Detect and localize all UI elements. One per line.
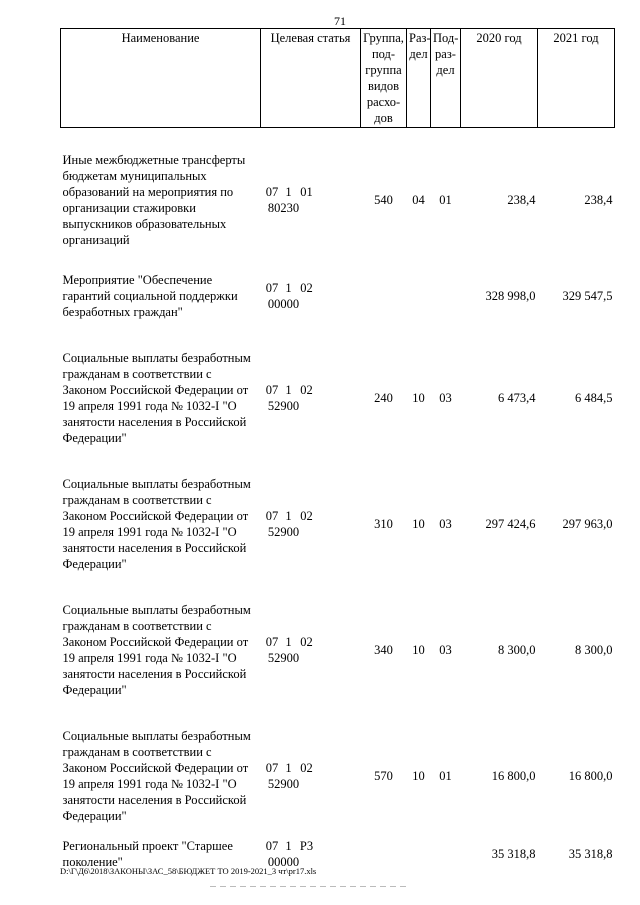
target-code-part: 01 bbox=[300, 185, 313, 199]
row-podrazdel: 03 bbox=[439, 517, 452, 531]
row-name: Иные межбюджетные трансферты бюджетам муниципальных образований на мероприятия по организации стажировки выпускников образовательных организаций bbox=[62, 153, 246, 247]
row-name: Социальные выплаты безработным гражданам в соответствии с Законом Российской Федерации от 19 апреля 1991 года № 1032-I "О занятости населения в Российской Федерации" bbox=[62, 729, 251, 823]
row-amount-2021: 8 300,0 bbox=[575, 643, 613, 657]
row-name: Региональный проект "Старшее поколение" bbox=[62, 839, 233, 869]
row-razdel bbox=[407, 834, 431, 874]
target-code-part: 1 bbox=[285, 635, 292, 649]
target-code-part: 1 bbox=[285, 185, 292, 199]
row-target-code bbox=[261, 268, 361, 324]
header-2021: 2021 год bbox=[538, 29, 615, 128]
row-target-code bbox=[261, 472, 361, 576]
row-razdel: 10 bbox=[412, 769, 425, 783]
target-code-part: 52900 bbox=[267, 651, 300, 665]
row-amount-2021: 16 800,0 bbox=[568, 769, 613, 783]
target-code-part: 52900 bbox=[267, 525, 300, 539]
row-target-code bbox=[261, 724, 361, 828]
row-target-code bbox=[261, 346, 361, 450]
row-amount-2020: 16 800,0 bbox=[491, 769, 536, 783]
target-code-part: 00000 bbox=[267, 297, 300, 311]
target-code-part: 1 bbox=[285, 761, 292, 775]
target-code-part: 07 bbox=[265, 509, 279, 523]
header-target: Целевая статья bbox=[261, 29, 361, 128]
row-amount-2020: 297 424,6 bbox=[485, 517, 536, 531]
row-amount-2020: 6 473,4 bbox=[498, 391, 536, 405]
target-code-part: 02 bbox=[300, 383, 313, 397]
row-razdel bbox=[407, 268, 431, 324]
row-group: 540 bbox=[374, 193, 393, 207]
row-razdel: 04 bbox=[412, 193, 425, 207]
row-podrazdel bbox=[431, 268, 461, 324]
target-code-part: 52900 bbox=[267, 777, 300, 791]
row-podrazdel: 03 bbox=[439, 643, 452, 657]
target-code-part: 07 bbox=[265, 185, 279, 199]
target-code-part: 02 bbox=[300, 509, 313, 523]
row-group bbox=[361, 834, 407, 874]
row-podrazdel bbox=[431, 834, 461, 874]
target-code-part: 1 bbox=[285, 383, 292, 397]
row-amount-2021: 238,4 bbox=[584, 193, 613, 207]
row-target-code bbox=[261, 148, 361, 252]
row-amount-2021: 6 484,5 bbox=[575, 391, 613, 405]
target-code-part: 1 bbox=[285, 509, 292, 523]
target-code-part: 02 bbox=[300, 761, 313, 775]
table-row bbox=[61, 346, 615, 450]
row-amount-2020: 35 318,8 bbox=[491, 847, 536, 861]
budget-table bbox=[60, 28, 615, 874]
row-name: Социальные выплаты безработным гражданам в соответствии с Законом Российской Федерации от 19 апреля 1991 года № 1032-I "О занятости населения в Российской Федерации" bbox=[62, 477, 251, 571]
row-amount-2021: 297 963,0 bbox=[562, 517, 613, 531]
row-group: 570 bbox=[374, 769, 393, 783]
table-row bbox=[61, 472, 615, 576]
table-body bbox=[61, 128, 615, 875]
row-razdel: 10 bbox=[412, 391, 425, 405]
target-code-part: 02 bbox=[300, 281, 313, 295]
row-name: Мероприятие "Обеспечение гарантий социальной поддержки безработных граждан" bbox=[62, 273, 238, 319]
row-razdel: 10 bbox=[412, 643, 425, 657]
target-code-part: 02 bbox=[300, 635, 313, 649]
target-code-part: 1 bbox=[285, 281, 292, 295]
file-path: D:\Г\Д6\2018\ЗАКОНЫ\ЗАС_58\БЮДЖЕТ ТО 2019-2021_3 чт\pr17.xls bbox=[60, 866, 317, 876]
target-code-part: 07 bbox=[265, 281, 279, 295]
target-code-part: 07 bbox=[265, 635, 279, 649]
footer-divider bbox=[210, 886, 410, 887]
row-amount-2021: 35 318,8 bbox=[568, 847, 613, 861]
table-row bbox=[61, 724, 615, 828]
row-amount-2020: 8 300,0 bbox=[498, 643, 536, 657]
row-podrazdel: 03 bbox=[439, 391, 452, 405]
row-amount-2020: 238,4 bbox=[507, 193, 536, 207]
target-code-part: 07 bbox=[265, 761, 279, 775]
header-group: Группа, под-группа видов расхо-дов bbox=[361, 29, 407, 128]
target-code-part: P3 bbox=[299, 839, 314, 853]
row-group bbox=[361, 268, 407, 324]
row-group: 340 bbox=[374, 643, 393, 657]
row-podrazdel: 01 bbox=[439, 769, 452, 783]
header-2020: 2020 год bbox=[461, 29, 538, 128]
row-group: 310 bbox=[374, 517, 393, 531]
row-name: Социальные выплаты безработным гражданам в соответствии с Законом Российской Федерации от 19 апреля 1991 года № 1032-I "О занятости населения в Российской Федерации" bbox=[62, 603, 251, 697]
table-header bbox=[61, 29, 615, 128]
header-name: Наименование bbox=[61, 29, 261, 128]
target-code-part: 07 bbox=[265, 383, 279, 397]
row-amount-2020: 328 998,0 bbox=[485, 289, 536, 303]
page-number: 71 bbox=[334, 14, 346, 28]
header-razdel: Раз-дел bbox=[407, 29, 431, 128]
row-podrazdel: 01 bbox=[439, 193, 452, 207]
target-code-part: 07 bbox=[265, 839, 279, 853]
row-name: Социальные выплаты безработным гражданам в соответствии с Законом Российской Федерации от 19 апреля 1991 года № 1032-I "О занятости населения в Российской Федерации" bbox=[62, 351, 251, 445]
row-group: 240 bbox=[374, 391, 393, 405]
table-row bbox=[61, 148, 615, 252]
target-code-part: 1 bbox=[285, 839, 292, 853]
header-podrazdel: Под-раз-дел bbox=[431, 29, 461, 128]
table-row bbox=[61, 268, 615, 324]
row-amount-2021: 329 547,5 bbox=[562, 289, 613, 303]
target-code-part: 80230 bbox=[267, 201, 300, 215]
target-code-part: 52900 bbox=[267, 399, 300, 413]
row-target-code bbox=[261, 598, 361, 702]
table-row bbox=[61, 598, 615, 702]
target-code-part: 00000 bbox=[267, 855, 300, 869]
row-razdel: 10 bbox=[412, 517, 425, 531]
